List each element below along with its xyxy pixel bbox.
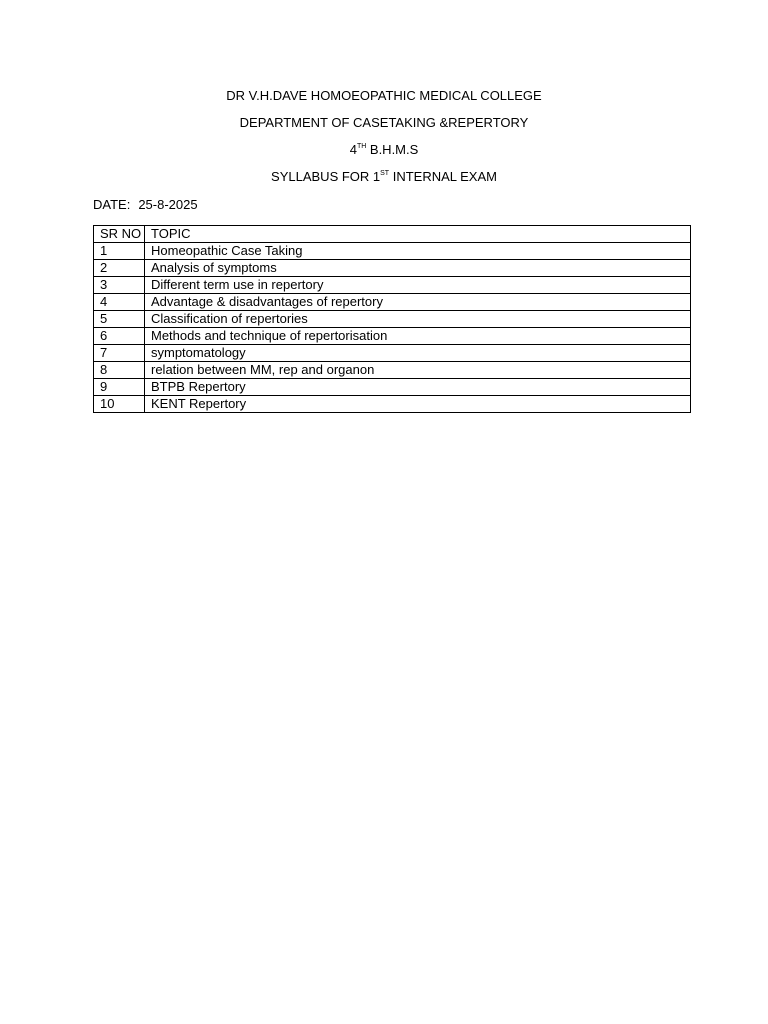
table-row: [94, 379, 691, 396]
header-sr-no: SR NO: [94, 226, 145, 243]
row-sr-no: 1: [94, 243, 145, 260]
table-row: [94, 294, 691, 311]
table-row: [94, 396, 691, 413]
table-row: [94, 243, 691, 260]
row-topic: Classification of repertories: [145, 311, 691, 328]
row-sr-no: 6: [94, 328, 145, 345]
row-sr-no: 8: [94, 362, 145, 379]
exam-title: [0, 169, 768, 185]
date-value: 25-8-2025: [138, 197, 198, 212]
row-sr-no: 5: [94, 311, 145, 328]
table-row: [94, 311, 691, 328]
row-sr-no: 9: [94, 379, 145, 396]
college-title: DR V.H.DAVE HOMOEOPATHIC MEDICAL COLLEGE: [226, 88, 542, 103]
row-topic: BTPB Repertory: [145, 379, 691, 396]
row-sr-no: 2: [94, 260, 145, 277]
row-topic: KENT Repertory: [145, 396, 691, 413]
row-topic: relation between MM, rep and organon: [145, 362, 691, 379]
row-sr-no: 7: [94, 345, 145, 362]
course-year: [0, 142, 768, 158]
table-row: [94, 277, 691, 294]
row-topic: Homeopathic Case Taking: [145, 243, 691, 260]
row-sr-no: 3: [94, 277, 145, 294]
row-sr-no: 10: [94, 396, 145, 413]
table-row: [94, 345, 691, 362]
table-row: [94, 328, 691, 345]
row-topic: symptomatology: [145, 345, 691, 362]
row-sr-no: 4: [94, 294, 145, 311]
date-line: [93, 197, 198, 213]
date-label: DATE:: [93, 197, 131, 212]
course-year-name: B.H.M.S: [366, 142, 419, 157]
row-topic: Advantage & disadvantages of repertory: [145, 294, 691, 311]
exam-title-prefix: SYLLABUS FOR 1: [271, 169, 381, 184]
table-row: [94, 362, 691, 379]
exam-title-suffix: ST: [380, 169, 390, 177]
row-topic: Methods and technique of repertorisation: [145, 328, 691, 345]
table-header-row: [94, 226, 691, 243]
course-year-number: 4: [349, 142, 357, 157]
exam-title-rest: INTERNAL EXAM: [389, 169, 497, 184]
syllabus-table: [93, 225, 691, 413]
row-topic: Analysis of symptoms: [145, 260, 691, 277]
header-topic: TOPIC: [145, 226, 691, 243]
row-topic: Different term use in repertory: [145, 277, 691, 294]
department-title: DEPARTMENT OF CASETAKING &REPERTORY: [239, 115, 529, 130]
table-row: [94, 260, 691, 277]
course-year-suffix: TH: [356, 142, 367, 150]
